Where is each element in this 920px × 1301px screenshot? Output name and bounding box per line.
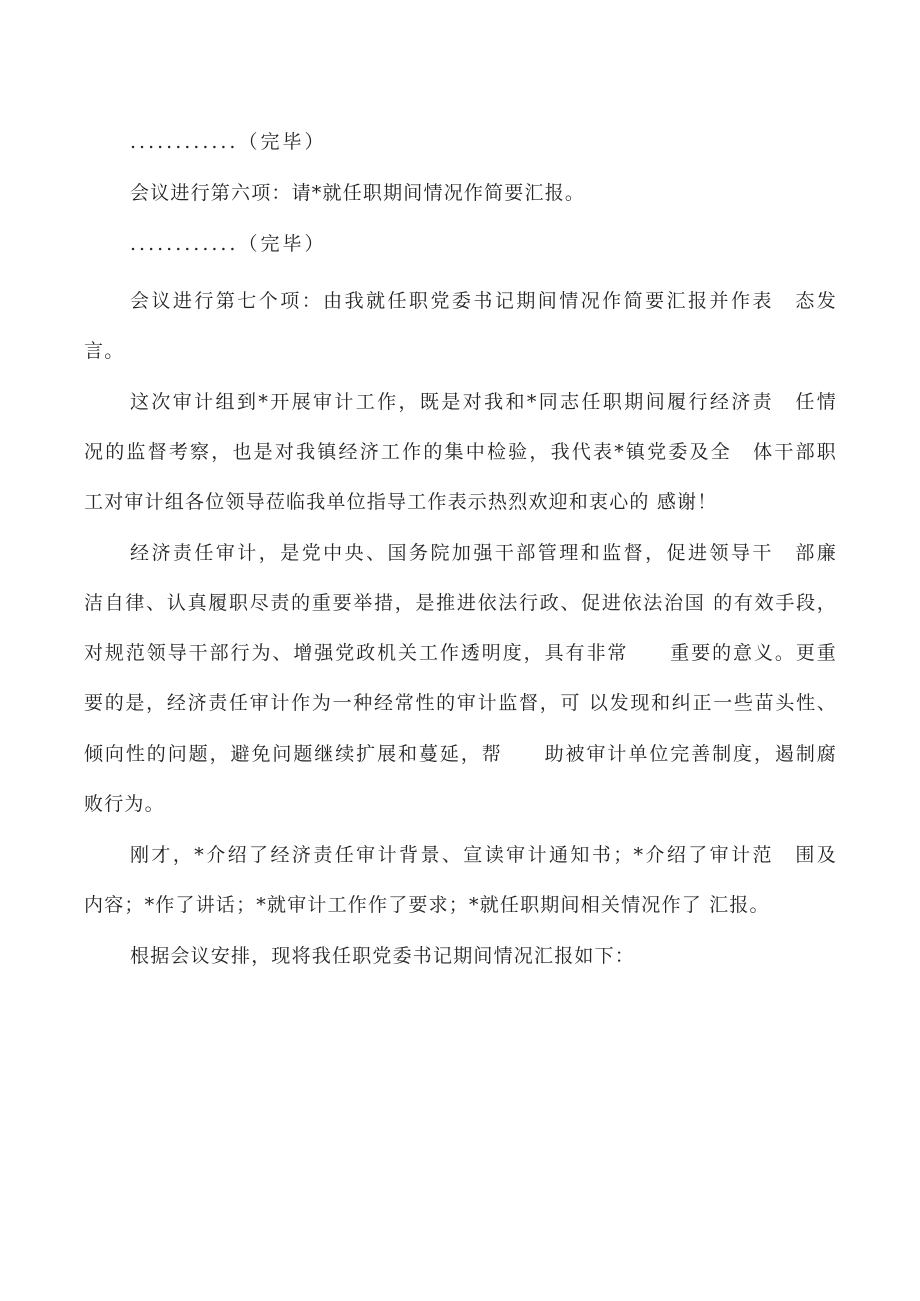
paragraph-line: 会议进行第七个项：由我就任职党委书记期间情况作简要汇报并作表 态发 bbox=[130, 290, 837, 312]
paragraph-line: 内容；*作了讲话；*就审计工作作了要求；*就任职期间相关情况作了 汇报。 bbox=[84, 894, 770, 916]
paragraph-line: 工对审计组各位领导莅临我单位指导工作表示热烈欢迎和衷心的 感谢！ bbox=[84, 491, 718, 513]
paragraph-line: 败行为。 bbox=[84, 793, 165, 815]
paragraph-line: 刚才，*介绍了经济责任审计背景、宣读审计通知书；*介绍了审计范 围及 bbox=[130, 844, 837, 866]
paragraph-line: 况的监督考察，也是对我镇经济工作的集中检验，我代表*镇党委及全 体干部职 bbox=[84, 441, 837, 463]
paragraph-line: 洁自律、认真履职尽责的重要举措，是推进依法行政、促进依法治国 的有效手段， bbox=[84, 592, 837, 614]
paragraph-line: 会议进行第六项：请*就任职期间情况作简要汇报。 bbox=[130, 182, 586, 204]
paragraph-line: 经济责任审计，是党中央、国务院加强干部管理和监督，促进领导干 部廉 bbox=[130, 542, 837, 564]
paragraph-line: 倾向性的问题，避免问题继续扩展和蔓延，帮 助被审计单位完善制度，遏制腐 bbox=[84, 743, 837, 765]
paragraph-line: 要的是，经济责任审计作为一种经常性的审计监督，可 以发现和纠正一些苗头性、 bbox=[84, 692, 837, 714]
paragraph-line: ............（完毕） bbox=[130, 131, 327, 153]
paragraph-line: 根据会议安排，现将我任职党委书记期间情况汇报如下： bbox=[130, 945, 636, 967]
paragraph-line: 对规范领导干部行为、增强党政机关工作透明度，具有非常 重要的意义。更重 bbox=[84, 642, 837, 664]
paragraph-line: ............（完毕） bbox=[130, 233, 327, 255]
paragraph-line: 言。 bbox=[84, 340, 125, 362]
paragraph-line: 这次审计组到*开展审计工作，既是对我和*同志任职期间履行经济责 任情 bbox=[130, 391, 837, 413]
